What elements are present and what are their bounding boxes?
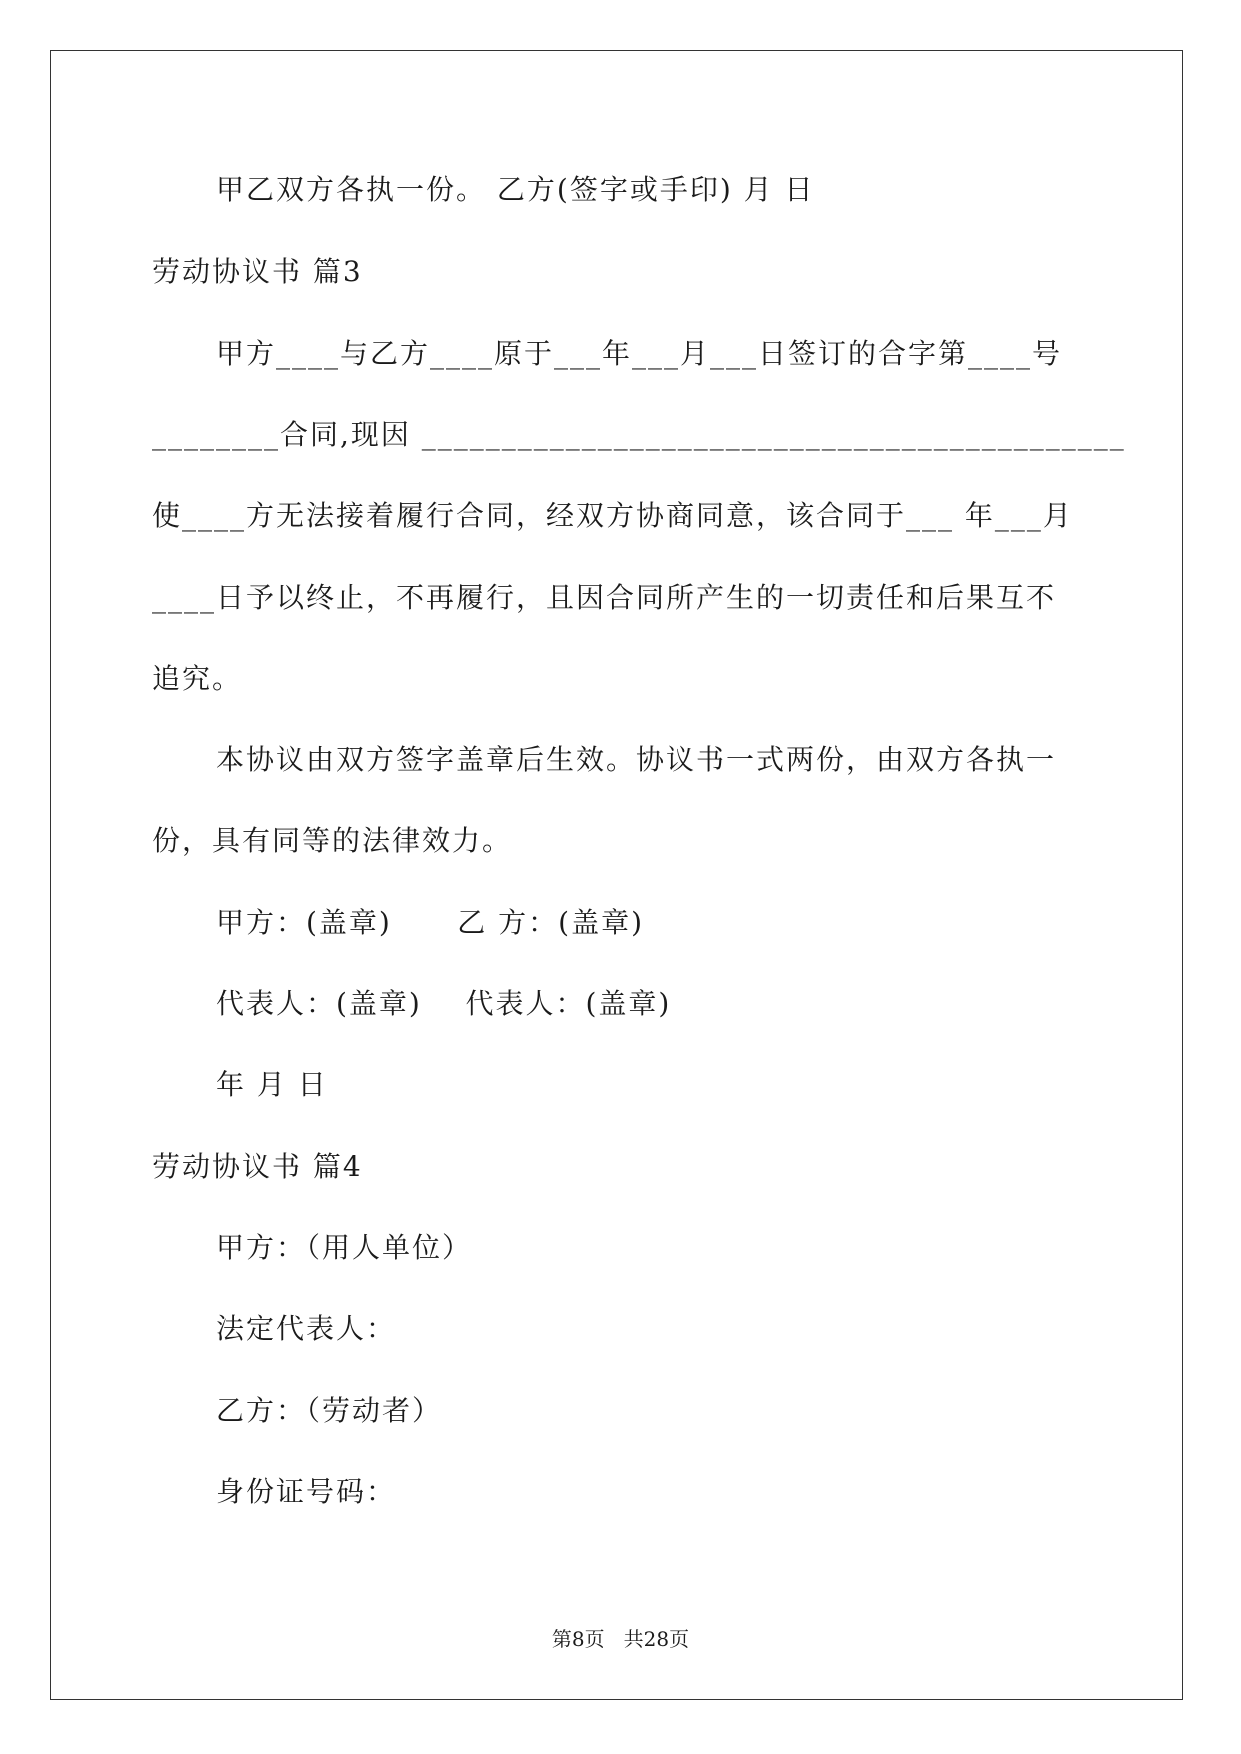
text-line: 本协议由双方签字盖章后生效。协议书一式两份，由双方各执一 xyxy=(216,743,1057,776)
page-border xyxy=(50,50,1183,1700)
text-line: 追究。 xyxy=(152,662,243,695)
text-line: 份，具有同等的法律效力。 xyxy=(152,824,513,857)
text-line: 甲方：（用人单位） xyxy=(216,1231,473,1264)
text-line: 使____方无法接着履行合同，经双方协商同意，该合同于___ 年___月 xyxy=(152,499,1073,532)
text-line: 法定代表人： xyxy=(216,1312,397,1345)
text-line: ____日予以终止，不再履行，且因合同所产生的一切责任和后果互不 xyxy=(152,581,1057,614)
text-line: 甲乙双方各执一份。 乙方(签字或手印) 月 日 xyxy=(216,173,815,206)
date-line: 年 月 日 xyxy=(216,1068,328,1101)
text-line: 乙方：（劳动者） xyxy=(216,1394,443,1427)
signature-line: 甲方：(盖章) 乙 方：(盖章) xyxy=(216,906,644,939)
section-heading: 劳动协议书 篇3 xyxy=(152,255,363,288)
text-line: ________合同,现因 ____________________________________________ xyxy=(152,418,1126,451)
signature-line: 代表人：(盖章) 代表人：(盖章) xyxy=(216,987,672,1020)
text-line: 甲方____与乙方____原于___年___月___日签订的合字第____号 xyxy=(216,337,1063,370)
page-number: 第8页 共28页 xyxy=(551,1627,690,1651)
text-line: 身份证号码： xyxy=(216,1475,397,1508)
section-heading: 劳动协议书 篇4 xyxy=(152,1150,363,1183)
